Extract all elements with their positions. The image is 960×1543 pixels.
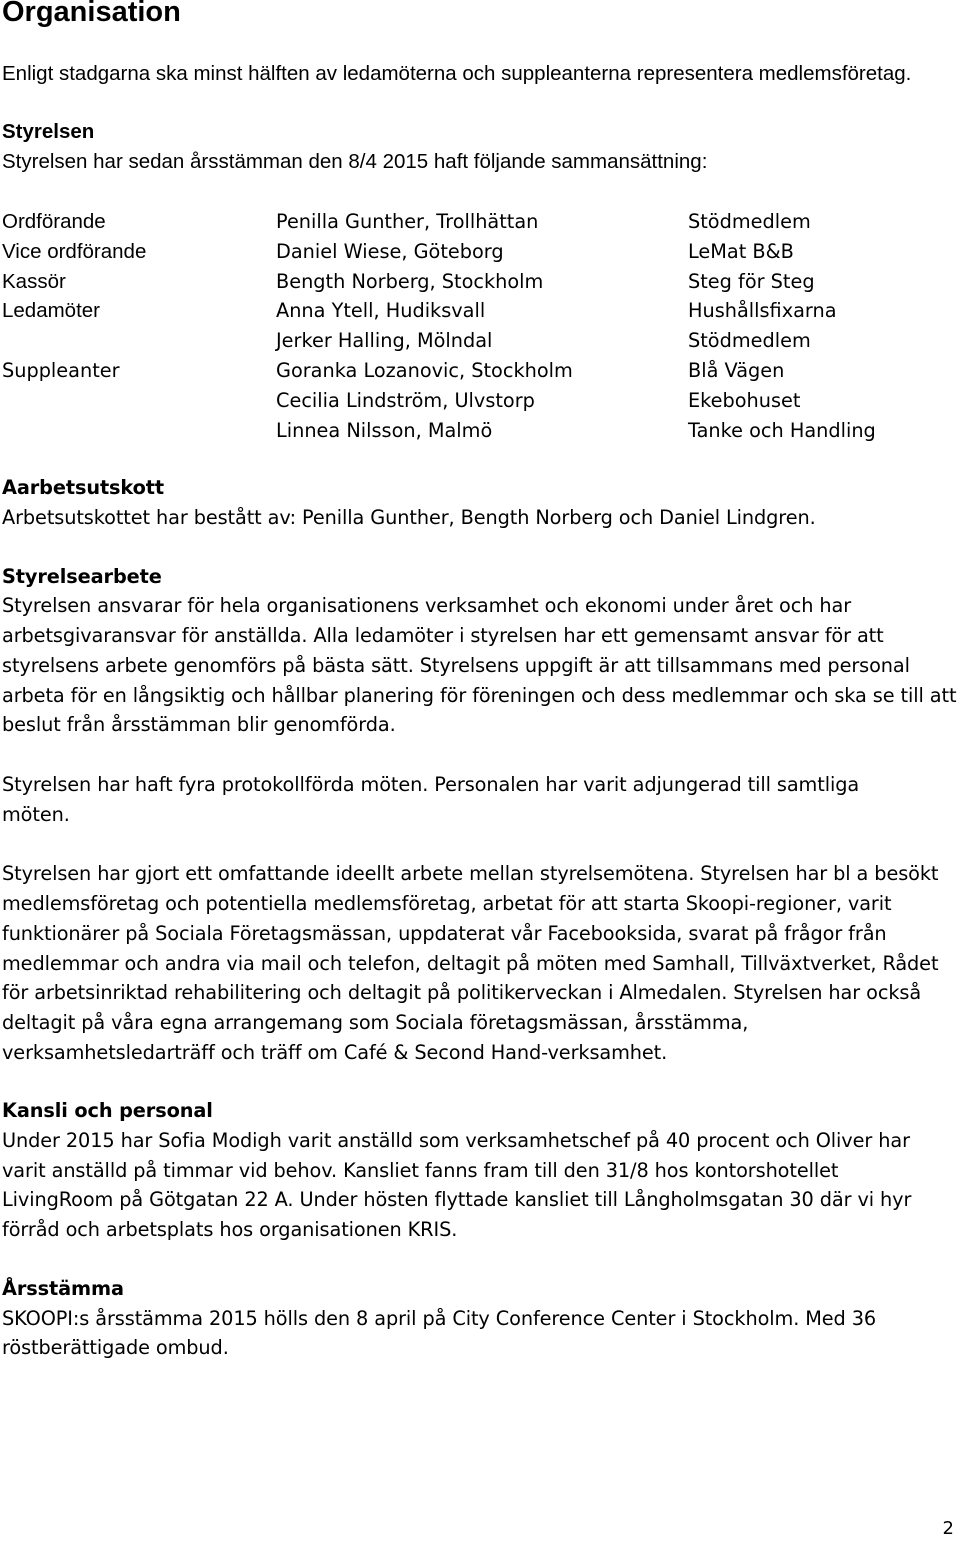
board-row bbox=[2, 356, 956, 386]
page-title: Organisation bbox=[2, 0, 181, 28]
styrelsen-heading: Styrelsen bbox=[2, 120, 95, 143]
board-member-name: Daniel Wiese, Göteborg bbox=[276, 239, 504, 263]
arbetsutskott-text: Arbetsutskottet har bestått av: Penilla Gunther, Bength Norberg och Daniel Lindgren. bbox=[2, 506, 816, 530]
styrelsearbete-paragraph: Styrelsen har gjort ett omfattande ideellt arbete mellan styrelsemötena. Styrelsen har bl a besökt medlemsföretag och potentiella medlemsföretag, arbetat för att starta Skoopi-regioner, varit funktionärer på Sociala Företagsmässan, uppdaterat vår Facebooksida, svarat på frågor från medlemmar och andra via mail och telefon, deltagit på möten med Samhall, Tillväxtverket, Rådet för arbetsinriktad rehabilitering och deltagit på politikerveckan i Almedalen. Styrelsen har också deltagit på våra egna arrangemang som Sociala företagsmässan, årsstämma, verksamhetsledarträff och träff om Café & Second Hand-verksamhet. bbox=[2, 862, 939, 1064]
board-member-org: Blå Vägen bbox=[688, 358, 785, 382]
styrelsearbete-heading: Styrelsearbete bbox=[2, 564, 162, 588]
board-member-org: Steg för Steg bbox=[688, 269, 815, 293]
styrelsearbete-paragraph: Styrelsen ansvarar för hela organisationens verksamhet och ekonomi under året och har arbetsgivaransvar för anställda. Alla ledamöter i styrelsen har ett gemensamt ansvar för att styrelsens arbete genomförs på bästa sätt. Styrelsens uppgift är att tillsammans med personal arbeta för en långsiktig och hållbar planering för föreningen och dess medlemmar och ska se till att beslut från årsstämman blir genomförda. bbox=[2, 594, 957, 737]
board-member-org: Ekebohuset bbox=[688, 388, 801, 412]
board-member-name: Goranka Lozanovic, Stockholm bbox=[276, 358, 573, 382]
board-member-name: Anna Ytell, Hudiksvall bbox=[276, 299, 486, 323]
board-row bbox=[2, 237, 956, 267]
board-role: Vice ordförande bbox=[2, 239, 147, 263]
board-member-org: Tanke och Handling bbox=[688, 418, 876, 442]
intro-paragraph: Enligt stadgarna ska minst hälften av ledamöterna och suppleanterna representera medlemsföretag. bbox=[2, 62, 912, 85]
board-row bbox=[2, 267, 956, 297]
arsstamma-heading: Årsstämma bbox=[2, 1276, 124, 1300]
board-role: Ledamöter bbox=[2, 299, 101, 323]
board-member-name: Jerker Halling, Mölndal bbox=[276, 329, 493, 353]
board-row bbox=[2, 386, 956, 416]
board-member-name: Linnea Nilsson, Malmö bbox=[276, 418, 493, 442]
board-row bbox=[2, 416, 956, 446]
kansli-heading: Kansli och personal bbox=[2, 1099, 213, 1123]
page-number: 2 bbox=[942, 1518, 954, 1539]
board-member-org: Hushållsfixarna bbox=[688, 299, 837, 323]
arbetsutskott-heading: Aarbetsutskott bbox=[2, 476, 165, 500]
board-member-name: Cecilia Lindström, Ulvstorp bbox=[276, 388, 535, 412]
styrelsen-text: Styrelsen har sedan årsstämman den 8/4 2015 haft följande sammansättning: bbox=[2, 150, 708, 173]
arsstamma-text: SKOOPI:s årsstämma 2015 hölls den 8 april på City Conference Center i Stockholm. Med 36 röstberättigade ombud. bbox=[2, 1306, 877, 1360]
board-row bbox=[2, 296, 956, 326]
board-role: Kassör bbox=[2, 269, 66, 293]
board-role: Suppleanter bbox=[2, 358, 120, 382]
kansli-text: Under 2015 har Sofia Modigh varit anställd som verksamhetschef på 40 procent och Oliver har varit anställd på timmar vid behov. Kansliet fanns fram till den 31/8 hos kontorshotellet LivingRoom på Götgatan 22 A. Under hösten flyttade kansliet till Långholmsgatan 30 där vi hyr förråd och arbetsplats hos organisationen KRIS. bbox=[2, 1129, 912, 1242]
board-member-org: Stödmedlem bbox=[688, 329, 811, 353]
document-page bbox=[2, 0, 956, 1363]
board-member-org: Stödmedlem bbox=[688, 210, 811, 233]
board-row bbox=[2, 207, 956, 237]
styrelsearbete-paragraph: Styrelsen har haft fyra protokollförda möten. Personalen har varit adjungerad till samtliga möten. bbox=[2, 773, 860, 826]
board-role: Ordförande bbox=[2, 210, 106, 233]
board-member-name: Penilla Gunther, Trollhättan bbox=[276, 210, 539, 233]
board-table bbox=[2, 207, 956, 445]
board-member-org: LeMat B&B bbox=[688, 239, 794, 263]
board-row bbox=[2, 326, 956, 356]
board-member-name: Bength Norberg, Stockholm bbox=[276, 269, 544, 293]
